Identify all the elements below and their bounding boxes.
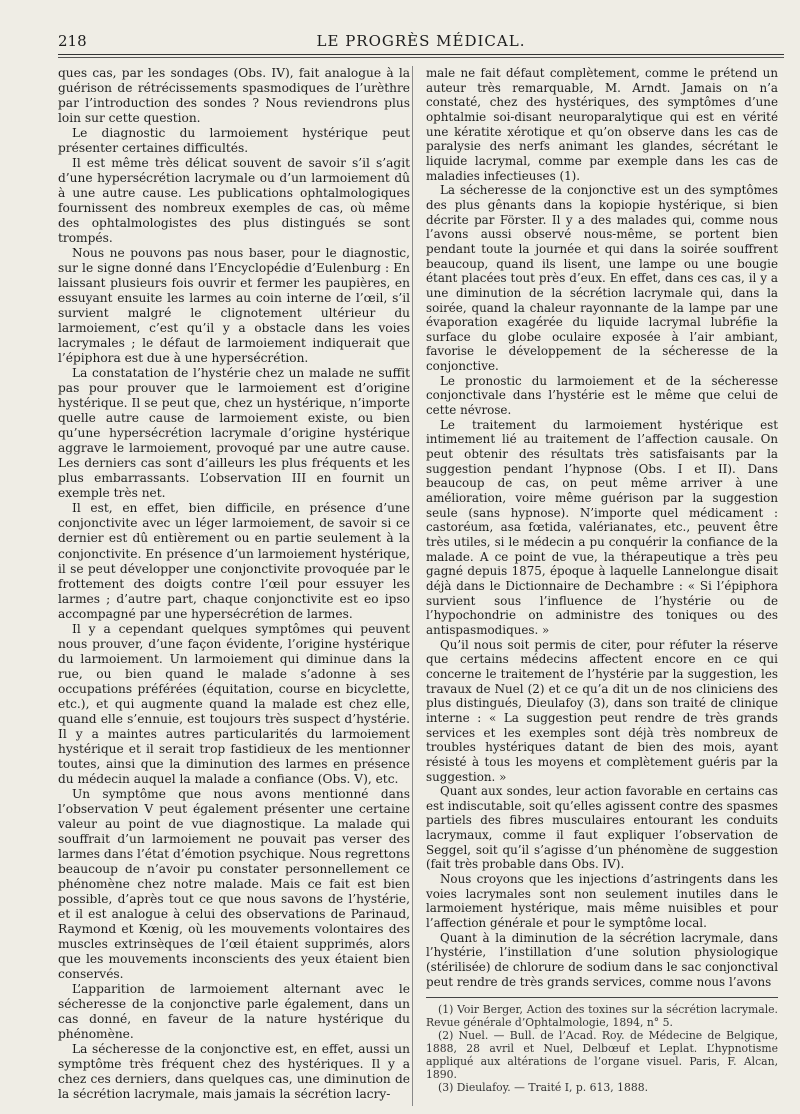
paragraph: La constatation de l’hystérie chez un malade ne suffit pas pour prouver que le larmoiement est d’origine hystérique. Il se peut que, chez un hystérique, n’importe quelle autre cause de larmoiement existe, ou bien qu’une hypersécrétion lacrymale d’origine hystérique aggrave le larmoiement, provoqué par une autre cause. Les derniers cas sont d’ailleurs les plus fréquents et les plus embarrassants. L’observation III en fournit un exemple très net.: [58, 366, 410, 501]
footnote: (1) Voir Berger, Action des toxines sur la sécrétion lacrymale. Revue générale d’Ophtalmologie, 1894, n° 5.: [426, 1003, 778, 1030]
left-column: [58, 66, 410, 1102]
paragraph: Qu’il nous soit permis de citer, pour réfuter la réserve que certains médecins affectent encore en ce qui concerne le traitement de l’hystérie par la suggestion, les travaux de Nuel (2) et ce qu’a dit un de nos cliniciens des plus distingués, Dieulafoy (3), dans son traité de clinique interne : « La suggestion peut rendre de très grands services et les exemples sont déjà très nombreux de troubles hystériques datant de bien des mois, ayant résisté à tous les moyens et complètement guéris par la suggestion. »: [426, 637, 778, 784]
paragraph: L’apparition de larmoiement alternant avec le sécheresse de la conjonctive parle également, dans un cas donné, en faveur de la nature hystérique du phénomène.: [58, 981, 410, 1041]
paragraph: Le diagnostic du larmoiement hystérique peut présenter certaines difficultés.: [58, 126, 410, 156]
column-divider: [412, 66, 413, 1106]
paragraph: male ne fait défaut complètement, comme le prétend un auteur très remarquable, M. Arndt. Jamais on n’a constaté, chez des hystériques, des symptômes d’une ophtalmie soi-disant neuroparalytique qui est en vérité une kératite xérotique et qu’on observe dans les cas de paralysie des nerfs animant les glandes, sécrétant le liquide lacrymal, comme par exemple dans les cas de maladies infectieuses (1).: [426, 66, 778, 183]
footnote: (3) Dieulafoy. — Traité I, p. 613, 1888.: [438, 1081, 649, 1095]
right-column: [426, 66, 778, 1094]
footnote-rule: [426, 997, 778, 998]
footnotes: [426, 1003, 778, 1094]
paragraph: Quant aux sondes, leur action favorable en certains cas est indiscutable, soit qu’elles agissent contre des spasmes partiels des fibres musculaires entourant les conduits lacrymaux, comme il faut expliquer l’observation de Seggel, soit qu’il s’agisse d’un phénomène de suggestion (fait très probable dans Obs. IV).: [426, 784, 778, 872]
paragraph: Il y a cependant quelques symptômes qui peuvent nous prouver, d’une façon évidente, l’origine hystérique du larmoiement. Un larmoiement qui diminue dans la rue, ou bien quand le malade s’adonne à ses occupations préférées (équitation, course en bicyclette, etc.), et qui augmente quand la malade est chez elle, quand elle s’ennuie, est toujours très suspect d’hystérie. Il y a maintes autres particularités du larmoiement hystérique et il serait trop fastidieux de les mentionner toutes, ainsi que la diminution des larmes en présence du médecin auquel la malade a confiance (Obs. V), etc.: [58, 621, 410, 786]
page-header: [58, 32, 784, 55]
paragraph: Un symptôme que nous avons mentionné dans l’observation V peut également présenter une certaine valeur au point de vue diagnostique. La malade qui souffrait d’un larmoiement ne pouvait pas verser des larmes dans l’état d’émotion psychique. Nous regrettons beaucoup de n’avoir pu constater personnellement ce phénomène chez notre malade. Mais ce fait est bien possible, d’après tout ce que nous savons de l’hystérie, et il est analogue à celui des observations de Parinaud, Raymond et Kœnig, où les mouvements volontaires des muscles extrinsèques de l’œil étaient supprimés, alors que les mouvements inconscients des yeux étaient bien conservés.: [58, 786, 410, 981]
page-number: 218: [58, 32, 87, 50]
paragraph: Nous croyons que les injections d’astringents dans les voies lacrymales sont non seulement inutiles dans le larmoiement hystérique, mais même nuisibles et pour l’affection générale et pour le symptôme local.: [426, 872, 778, 931]
paragraph: Il est même très délicat souvent de savoir s’il s’agit d’une hypersécrétion lacrymale ou d’un larmoiement dû à une autre cause. Les publications ophtalmologiques fournissent des nombreux exemples de cas, où même des ophtalmologistes des plus distingués se sont trompés.: [58, 156, 410, 246]
footnote: (2) Nuel. — Bull. de l’Acad. Roy. de Médecine de Belgique, 1888, 28 avril et Nuel, Delbœuf et Leplat. L’hypnotisme appliqué aux altérations de l’organe visuel. Paris, F. Alcan, 1890.: [426, 1029, 778, 1082]
paragraph: Le traitement du larmoiement hystérique est intimement lié au traitement de l’affection causale. On peut obtenir des résultats très satisfaisants par la suggestion pendant l’hypnose (Obs. I et II). Dans beaucoup de cas, on peut même arriver à une amélioration, voire même guérison par la suggestion seule (sans hypnose). N’importe quel médicament : castoréum, asa fœtida, valérianates, etc., peuvent être très utiles, si le médecin a pu conquérir la confiance de la malade. A ce point de vue, la thérapeutique a très peu gagné depuis 1875, époque à laquelle Lannelongue disait déjà dans le Dictionnaire de Dechambre : « Si l’épiphora survient sous l’influence de l’hystérie ou de l’hypochondrie on administre des toniques ou des antispasmodiques. »: [426, 417, 778, 637]
paragraph: Le pronostic du larmoiement et de la sécheresse conjonctivale dans l’hystérie est le même que celui de cette névrose.: [426, 373, 778, 418]
running-title: LE PROGRÈS MÉDICAL.: [316, 32, 526, 50]
paragraph: Il est, en effet, bien difficile, en présence d’une conjonctivite avec un léger larmoiement, de savoir si ce dernier est dû entièrement ou en partie seulement à la conjonctivite. En présence d’un larmoiement hystérique, il se peut développer une conjonctivite provoquée par le frottement des doigts contre l’œil pour essuyer les larmes ; d’autre part, chaque conjonctivite est eo ipso accompagné par une hypersécrétion de larmes.: [58, 501, 410, 621]
paragraph: La sécheresse de la conjonctive est un des symptômes des plus gênants dans la kopiopie hystérique, si bien décrite par Förster. Il y a des malades qui, comme nous l’avons aussi observé nous-même, se portent bien pendant toute la journée et qui dans la soirée souffrent beaucoup, quand ils lisent, une lampe ou une bougie étant placées tout près d’eux. En effet, dans ces cas, il y a une diminution de la sécrétion lacrymale qui, dans la soirée, quand la chaleur rayonnante de la lampe par une évaporation exagérée du liquide lacrymal lubréfie la surface du globe oculaire exposée à l’air ambiant, favorise le développement de la sécheresse de la conjonctive.: [426, 183, 778, 374]
paragraph: Quant à la diminution de la sécrétion lacrymale, dans l’hystérie, l’instillation d’une solution physiologique (stérilisée) de chlorure de sodium dans le sac conjonctival peut rendre de très grands services, comme nous l’avons: [426, 930, 778, 989]
paragraph: ques cas, par les sondages (Obs. IV), fait analogue à la guérison de rétrécissements spasmodiques de l’urèthre par l’introduction des sondes ? Nous reviendrons plus loin sur cette question.: [58, 66, 410, 126]
paragraph: Nous ne pouvons pas nous baser, pour le diagnostic, sur le signe donné dans l’Encyclopédie d’Eulenburg : En laissant plusieurs fois ouvrir et fermer les paupières, en essuyant ensuite les larmes au coin interne de l’œil, s’il survient malgré le clignotement ultérieur du larmoiement, c’est qu’il y a obstacle dans les voies lacrymales ; le défaut de larmoiement indiquerait que l’épiphora est due à une hypersécrétion.: [58, 246, 410, 366]
paragraph: La sécheresse de la conjonctive est, en effet, aussi un symptôme très fréquent chez des hystériques. Il y a chez ces derniers, dans quelques cas, une diminution de la sécrétion lacrymale, mais jamais la sécrétion lacry-: [58, 1042, 410, 1102]
header-rule: [58, 57, 784, 58]
